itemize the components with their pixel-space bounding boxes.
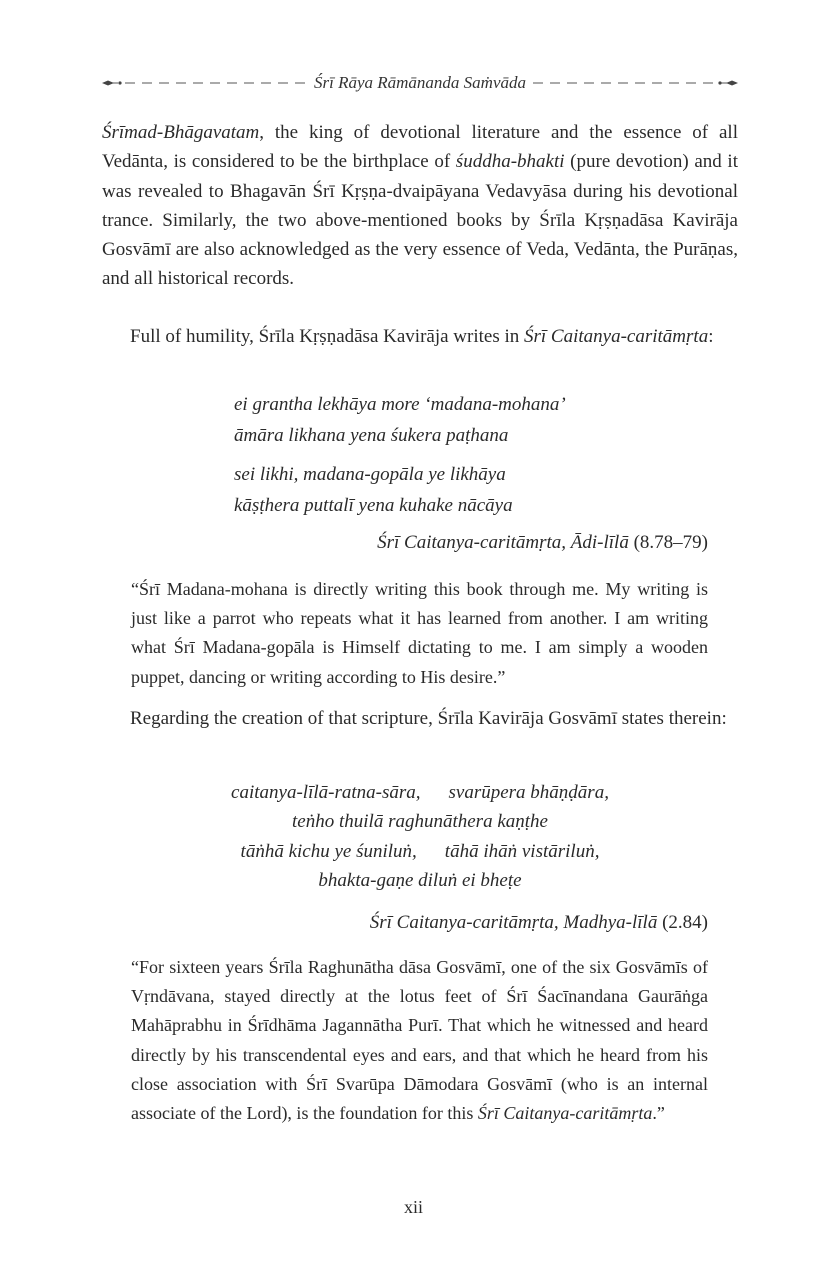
book-title: Śrīmad-Bhāgavatam (102, 122, 260, 143)
verse-line: āmāra likhana yena śukera paṭhana (234, 425, 509, 446)
book-title: Śrī Caitanya-caritāmṛta (524, 326, 709, 347)
page-number: xii (403, 1197, 423, 1217)
verse-line: bhakta-gaṇe diluṅ ei bheṭe (318, 870, 522, 892)
verse-line: sei likhi, madana-gopāla ye likhāya (234, 464, 506, 485)
book-title: Śrī Caitanya-caritāmṛta (477, 1103, 653, 1124)
verse-line: tāṅhā kichu ye śuniluṅ, tāhā ihāṅ vistāriluṅ, (240, 840, 600, 862)
paragraph-2: Full of humility, Śrīla Kṛṣṇadāsa Kavirāja writes in Śrī Caitanya-caritāmṛta: (130, 326, 714, 347)
verse-2-reference: Śrī Caitanya-caritāmṛta, Madhya-līlā (2.84) (369, 912, 708, 933)
verse-1-reference: Śrī Caitanya-caritāmṛta, Ādi-līlā (8.78–79) (377, 532, 708, 553)
running-header-title: Śrī Rāya Rāmānanda Saṁvāda (102, 73, 738, 93)
verse-line: ei grantha lekhāya more ‘madana-mohana’ (234, 394, 566, 415)
paragraph-3: Regarding the creation of that scripture, Śrīla Kavirāja Gosvāmī states therein: (130, 708, 727, 729)
translation-2: “For sixteen years Śrīla Raghunātha dāsa Gosvāmī, one of the six Gosvāmīs of Vṛndāvana, stayed directly at the lotus feet of Śrī Śacīnandana Gaurāṅga Mahāprabhu in Śrīdhāma Jagannātha Purī. That which he witnessed and heard directly by his transcendental eyes and ears, and that which he heard from his close association with Śrī Svarūpa Dāmodara Gosvāmī (who is an internal associate of the Lord), is the foundation for this Śrī Caitanya-caritāmṛta.” (131, 957, 708, 1124)
verse-line: caitanya-līlā-ratna-sāra, svarūpera bhāṇḍāra, (231, 782, 609, 803)
paragraph-1: Śrīmad-Bhāgavatam, the king of devotional literature and the essence of all Vedānta, is considered to be the birthplace of śuddha-bhakti (pure devotion) and it was revealed to Bhagavān Śrī Kṛṣṇa-dvaipāyana Vedavyāsa during his devotional trance. Similarly, the two above-mentioned books by Śrīla Kṛṣṇadāsa Kavirāja Gosvāmī are also acknowledged as the very essence of Veda, Vedānta, the Purāṇas, and all historical records. (102, 122, 738, 290)
verse-line: kāṣṭhera puttalī yena kuhake nācāya (234, 495, 513, 516)
translation-1: “Śrī Madana-mohana is directly writing this book through me. My writing is just like a parrot who repeats what it has learned from another. I am writing what Śrī Madana-gopāla is Himself dictating to me. I am simply a wooden puppet, dancing or writing according to His desire.” (131, 579, 708, 687)
verse-2 (102, 778, 738, 896)
running-header (102, 72, 738, 98)
sanskrit-term: śuddha-bhakti (455, 151, 565, 173)
verse-1 (234, 389, 694, 521)
verse-line: teṅho thuilā raghunāthera kaṇṭhe (292, 811, 548, 833)
